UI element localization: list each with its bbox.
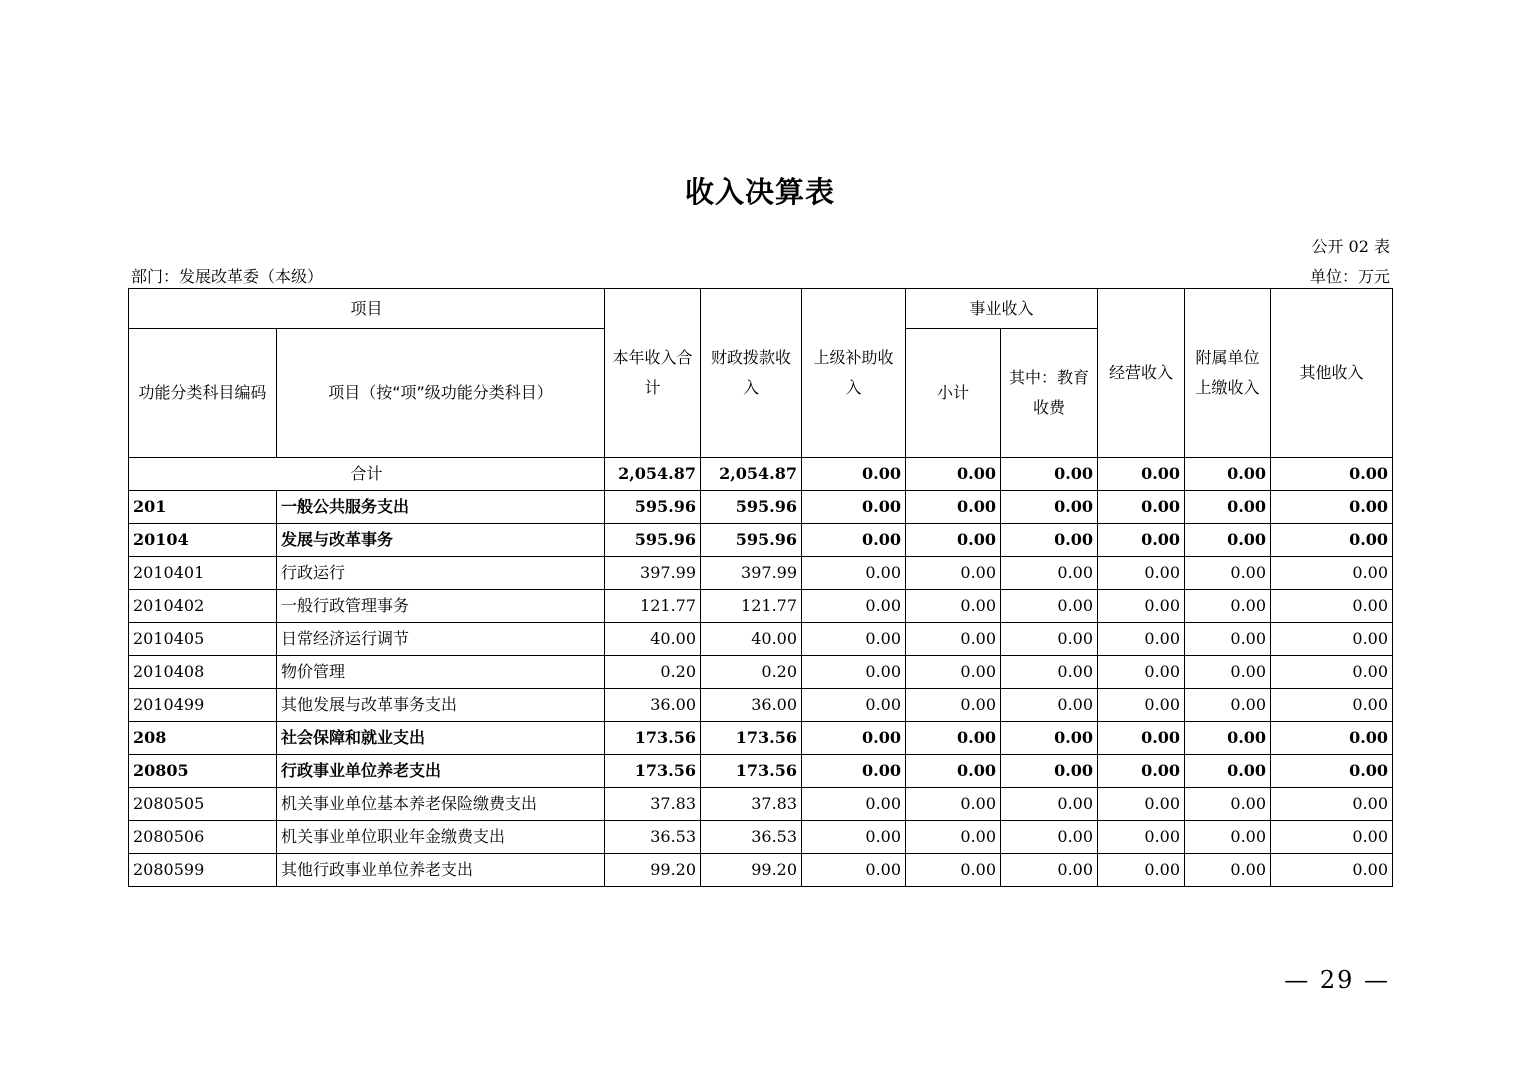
row-value: 0.00 — [1185, 755, 1271, 788]
row-value: 0.00 — [1185, 788, 1271, 821]
table-row — [129, 821, 1393, 854]
row-code: 2010405 — [129, 623, 277, 656]
row-value: 0.00 — [1098, 491, 1185, 524]
row-value: 0.00 — [1001, 788, 1098, 821]
row-value: 173.56 — [605, 722, 701, 755]
header-other-income: 其他收入 — [1271, 289, 1393, 458]
row-value: 0.00 — [1001, 656, 1098, 689]
header-business-income: 事业收入 — [906, 289, 1098, 329]
table-row — [129, 755, 1393, 788]
income-final-accounts-table — [128, 288, 1393, 887]
row-value: 40.00 — [701, 623, 802, 656]
row-value: 0.00 — [1001, 491, 1098, 524]
row-name: 社会保障和就业支出 — [277, 722, 605, 755]
row-value: 0.00 — [1001, 722, 1098, 755]
row-value: 0.00 — [802, 821, 906, 854]
row-value: 173.56 — [701, 722, 802, 755]
row-value: 0.00 — [1271, 755, 1393, 788]
row-value: 173.56 — [605, 755, 701, 788]
row-value: 0.00 — [802, 491, 906, 524]
row-value: 0.00 — [906, 755, 1001, 788]
row-value: 0.00 — [1185, 623, 1271, 656]
row-value: 0.00 — [1098, 821, 1185, 854]
header-edu-fee: 其中：教育收费 — [1001, 329, 1098, 458]
row-value: 595.96 — [701, 491, 802, 524]
total-cell: 0.00 — [1271, 458, 1393, 491]
row-code: 2080505 — [129, 788, 277, 821]
row-value: 0.00 — [1001, 557, 1098, 590]
header-item-name: 项目（按“项”级功能分类科目） — [277, 329, 605, 458]
total-cell: 2,054.87 — [701, 458, 802, 491]
table-row — [129, 722, 1393, 755]
row-code: 20104 — [129, 524, 277, 557]
row-value: 0.00 — [906, 491, 1001, 524]
row-value: 0.00 — [1001, 854, 1098, 887]
row-name: 一般公共服务支出 — [277, 491, 605, 524]
row-value: 0.00 — [906, 557, 1001, 590]
header-total-income: 本年收入合计 — [605, 289, 701, 458]
row-value: 0.00 — [906, 689, 1001, 722]
row-value: 0.00 — [1001, 590, 1098, 623]
form-number: 公开 02 表 — [1311, 237, 1390, 256]
total-label: 合计 — [129, 458, 605, 491]
row-code: 2080599 — [129, 854, 277, 887]
row-value: 121.77 — [701, 590, 802, 623]
row-value: 0.00 — [906, 656, 1001, 689]
row-value: 0.00 — [802, 854, 906, 887]
row-name: 物价管理 — [277, 656, 605, 689]
row-value: 0.00 — [1185, 524, 1271, 557]
total-cell: 0.00 — [1185, 458, 1271, 491]
row-value: 40.00 — [605, 623, 701, 656]
row-code: 2010402 — [129, 590, 277, 623]
row-value: 0.00 — [1098, 524, 1185, 557]
header-affiliated-income: 附属单位上缴收入 — [1185, 289, 1271, 458]
row-value: 0.00 — [1271, 524, 1393, 557]
row-value: 0.00 — [1271, 821, 1393, 854]
page-title: 收入决算表 — [684, 175, 835, 209]
row-value: 0.00 — [802, 755, 906, 788]
row-value: 37.83 — [605, 788, 701, 821]
row-value: 0.00 — [802, 557, 906, 590]
row-value: 0.00 — [1098, 722, 1185, 755]
row-value: 0.00 — [1185, 689, 1271, 722]
row-value: 595.96 — [605, 491, 701, 524]
row-value: 0.00 — [1001, 623, 1098, 656]
row-code: 2080506 — [129, 821, 277, 854]
row-value: 0.00 — [1098, 788, 1185, 821]
row-value: 0.00 — [1098, 590, 1185, 623]
row-value: 0.00 — [906, 854, 1001, 887]
row-value: 595.96 — [701, 524, 802, 557]
row-code: 20805 — [129, 755, 277, 788]
table-row — [129, 656, 1393, 689]
row-value: 0.00 — [1271, 590, 1393, 623]
row-value: 0.00 — [1098, 623, 1185, 656]
total-cell: 0.00 — [906, 458, 1001, 491]
row-value: 0.00 — [906, 722, 1001, 755]
row-value: 36.53 — [701, 821, 802, 854]
header-subtotal: 小计 — [906, 329, 1001, 458]
total-cell: 2,054.87 — [605, 458, 701, 491]
row-value: 0.00 — [1098, 755, 1185, 788]
row-value: 0.00 — [1098, 689, 1185, 722]
row-value: 0.00 — [1271, 722, 1393, 755]
row-value: 0.00 — [802, 788, 906, 821]
row-name: 行政事业单位养老支出 — [277, 755, 605, 788]
row-value: 0.00 — [1185, 491, 1271, 524]
row-name: 一般行政管理事务 — [277, 590, 605, 623]
row-value: 0.00 — [1001, 689, 1098, 722]
row-value: 0.00 — [1185, 656, 1271, 689]
unit-label: 单位：万元 — [1309, 267, 1390, 286]
row-value: 0.00 — [802, 656, 906, 689]
total-cell: 0.00 — [802, 458, 906, 491]
row-value: 36.00 — [701, 689, 802, 722]
row-value: 0.00 — [1271, 854, 1393, 887]
row-value: 0.00 — [1271, 788, 1393, 821]
row-value: 36.00 — [605, 689, 701, 722]
row-value: 595.96 — [605, 524, 701, 557]
row-value: 121.77 — [605, 590, 701, 623]
row-value: 99.20 — [701, 854, 802, 887]
row-value: 397.99 — [605, 557, 701, 590]
row-code: 2010408 — [129, 656, 277, 689]
row-value: 0.20 — [701, 656, 802, 689]
total-cell: 0.00 — [1098, 458, 1185, 491]
department-label: 部门：发展改革委（本级） — [131, 267, 324, 286]
row-value: 0.00 — [1001, 524, 1098, 557]
row-value: 0.00 — [802, 524, 906, 557]
row-value: 36.53 — [605, 821, 701, 854]
row-value: 0.00 — [906, 623, 1001, 656]
row-value: 0.00 — [906, 821, 1001, 854]
row-code: 208 — [129, 722, 277, 755]
row-code: 201 — [129, 491, 277, 524]
row-name: 日常经济运行调节 — [277, 623, 605, 656]
row-value: 0.00 — [802, 623, 906, 656]
row-value: 0.00 — [1185, 821, 1271, 854]
row-value: 0.00 — [1001, 755, 1098, 788]
row-name: 其他发展与改革事务支出 — [277, 689, 605, 722]
row-value: 0.00 — [1185, 557, 1271, 590]
row-value: 0.00 — [1098, 557, 1185, 590]
row-name: 机关事业单位基本养老保险缴费支出 — [277, 788, 605, 821]
row-value: 0.00 — [1098, 656, 1185, 689]
header-fiscal-income: 财政拨款收入 — [701, 289, 802, 458]
row-value: 0.00 — [802, 722, 906, 755]
row-value: 173.56 — [701, 755, 802, 788]
row-value: 0.00 — [1271, 557, 1393, 590]
row-name: 行政运行 — [277, 557, 605, 590]
row-value: 0.00 — [1185, 590, 1271, 623]
row-name: 机关事业单位职业年金缴费支出 — [277, 821, 605, 854]
header-superior-subsidy: 上级补助收入 — [802, 289, 906, 458]
row-name: 其他行政事业单位养老支出 — [277, 854, 605, 887]
total-row — [129, 458, 1393, 491]
row-code: 2010499 — [129, 689, 277, 722]
table-row — [129, 788, 1393, 821]
row-value: 0.00 — [906, 788, 1001, 821]
table-row — [129, 854, 1393, 887]
row-value: 99.20 — [605, 854, 701, 887]
row-value: 0.00 — [1185, 722, 1271, 755]
row-value: 0.00 — [1185, 854, 1271, 887]
row-value: 0.00 — [906, 524, 1001, 557]
row-value: 0.00 — [802, 590, 906, 623]
row-value: 0.00 — [1098, 854, 1185, 887]
total-cell: 0.00 — [1001, 458, 1098, 491]
row-value: 0.00 — [1271, 491, 1393, 524]
row-value: 0.20 — [605, 656, 701, 689]
header-func-code: 功能分类科目编码 — [129, 329, 277, 458]
table-row — [129, 524, 1393, 557]
row-value: 37.83 — [701, 788, 802, 821]
row-value: 0.00 — [1001, 821, 1098, 854]
row-value: 397.99 — [701, 557, 802, 590]
row-value: 0.00 — [1271, 689, 1393, 722]
page-number: — 29 — — [1284, 966, 1390, 994]
table-row — [129, 689, 1393, 722]
header-operating-income: 经营收入 — [1098, 289, 1185, 458]
table-row — [129, 590, 1393, 623]
table-row — [129, 623, 1393, 656]
row-name: 发展与改革事务 — [277, 524, 605, 557]
row-code: 2010401 — [129, 557, 277, 590]
table-row — [129, 491, 1393, 524]
header-project: 项目 — [129, 289, 605, 329]
table-row — [129, 557, 1393, 590]
row-value: 0.00 — [906, 590, 1001, 623]
row-value: 0.00 — [1271, 656, 1393, 689]
row-value: 0.00 — [802, 689, 906, 722]
row-value: 0.00 — [1271, 623, 1393, 656]
